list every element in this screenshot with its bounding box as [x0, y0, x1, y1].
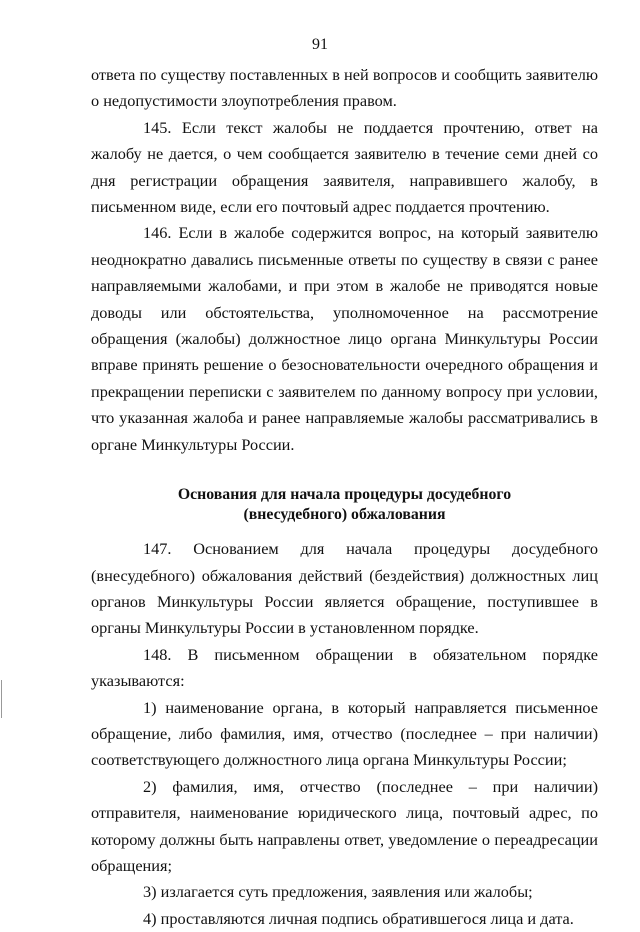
scan-edge-mark	[1, 680, 2, 718]
paragraph-146: 146. Если в жалобе содержится вопрос, на который заявителю неоднократно давались письменные ответы по существу в связи с ранее направляемыми жалобами, и при этом в жалобе не приводятся новые доводы или обстоятельства, уполномоченное на рассмотрение обращения (жалобы) должностное лицо органа Минкультуры России вправе принять решение о безосновательности очередного обращения и прекращении переписки с заявителем по данному вопросу при условии, что указанная жалоба и ранее направляемые жалобы рассматривались в органе Минкультуры России.	[91, 223, 598, 454]
section-heading	[91, 485, 598, 525]
list-item-4: 4) проставляются личная подпись обратившегося лица и дата.	[143, 908, 574, 928]
paragraph-continuation: ответа по существу поставленных в ней вопросов и сообщить заявителю о недопустимости злоупотребления правом.	[91, 65, 598, 111]
paragraph-147: 147. Основанием для начала процедуры досудебного (внесудебного) обжалования действий (бездействия) должностных лиц органов Минкультуры России является обращение, поступившее в органы Минкультуры России в установленном порядке.	[91, 539, 598, 638]
page-number: 91	[312, 36, 328, 53]
list-item-1: 1) наименование органа, в который направляется письменное обращение, либо фамилия, имя, отчество (последнее – при наличии) соответствующего должностного лица органа Минкультуры России;	[91, 697, 598, 770]
section-heading-line-1: Основания для начала процедуры досудебного	[177, 486, 512, 504]
section-heading-line-2: (внесудебного) обжалования	[243, 506, 446, 524]
list-item-2: 2) фамилия, имя, отчество (последнее – при наличии) отправителя, наименование юридического лица, почтовый адрес, по которому должны быть направлены ответ, уведомление о переадресации обращения;	[91, 776, 598, 875]
document-body	[91, 62, 598, 932]
list-item-3: 3) излагается суть предложения, заявления или жалобы;	[143, 882, 533, 902]
paragraph-145: 145. Если текст жалобы не поддается прочтению, ответ на жалобу не дается, о чем сообщается заявителю в течение семи дней со дня регистрации обращения заявителя, направившего жалобу, в письменном виде, если его почтовый адрес поддается прочтению.	[91, 117, 598, 217]
paragraph-148: 148. В письменном обращении в обязательном порядке указываются:	[91, 644, 598, 691]
